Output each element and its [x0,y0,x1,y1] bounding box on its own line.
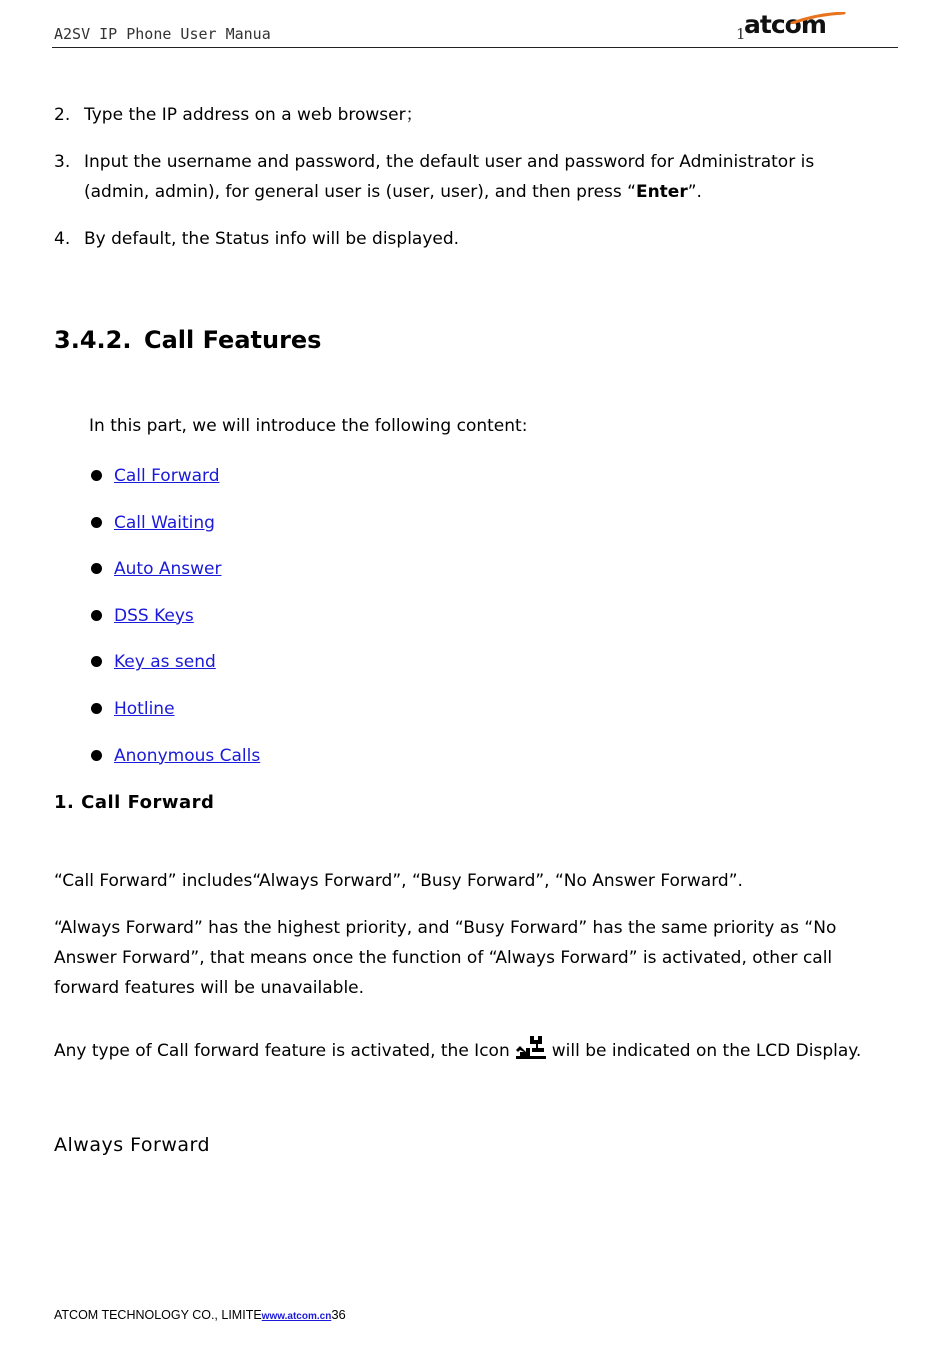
page-footer [54,1307,346,1322]
logo-text: atcom [744,10,826,39]
always-forward-heading: Always Forward [54,1134,211,1156]
link-auto-answer[interactable]: Auto Answer [114,559,222,580]
call-forward-icon [514,1034,548,1060]
step-number: 3. [54,152,71,172]
link-call-waiting[interactable]: Call Waiting [114,512,215,533]
link-hotline[interactable]: Hotline [114,698,175,719]
bullet-icon [91,470,102,481]
icon-note-before: Any type of Call forward feature is activated, the Icon [54,1041,510,1061]
footer-company: ATCOM TECHNOLOGY CO., LIMITE [54,1308,262,1322]
bullet-icon [91,563,102,574]
step-number: 2. [54,105,71,125]
enter-key-label: Enter [635,182,688,202]
header-rule [52,47,898,48]
paragraph-priority: “Always Forward” has the highest priority, and “Busy Forward” has the same priority as “No Answer Forward”, that means once the function of “Always Forward” is activated, other call forward features will be unavailable. [54,918,837,998]
step-text-after: ”. [687,182,702,202]
step-text [84,147,884,207]
section-heading [54,326,321,354]
footer-page-number: 36 [331,1307,346,1322]
paragraph-icon-note [54,1034,894,1066]
section-title: Call Features [144,326,322,354]
logo-swoosh-icon [790,12,846,24]
bullet-icon [91,656,102,667]
bullet-icon [91,610,102,621]
link-key-as-send[interactable]: Key as send [114,652,216,673]
header-title: A2SV IP Phone User Manua [54,25,271,43]
intro-text: In this part, we will introduce the following content: [89,416,528,436]
icon-note-after: will be indicated on the LCD Display. [551,1041,862,1061]
bullet-icon [91,703,102,714]
footer-url-link[interactable]: www.atcom.cn [261,1311,332,1322]
step-text-before: Input the username and password, the default user and password for Administrator is (admin, admin), for general user is (user, user), and then press “ [84,152,815,202]
paragraph-includes: “Call Forward” includes“Always Forward”, “Busy Forward”, “No Answer Forward”. [54,871,743,891]
step-number: 4. [54,229,71,249]
bullet-icon [91,517,102,528]
step-text: Type the IP address on a web browser； [84,105,423,125]
header-page-marker: 1 [736,25,746,43]
link-anonymous-calls[interactable]: Anonymous Calls [114,745,261,766]
section-number: 3.4.2. [54,326,132,354]
subsection-heading: 1. Call Forward [54,792,215,813]
step-text: By default, the Status info will be displayed. [84,229,460,249]
bullet-icon [91,750,102,761]
link-call-forward[interactable]: Call Forward [114,466,220,486]
link-dss-keys[interactable]: DSS Keys [114,605,194,626]
